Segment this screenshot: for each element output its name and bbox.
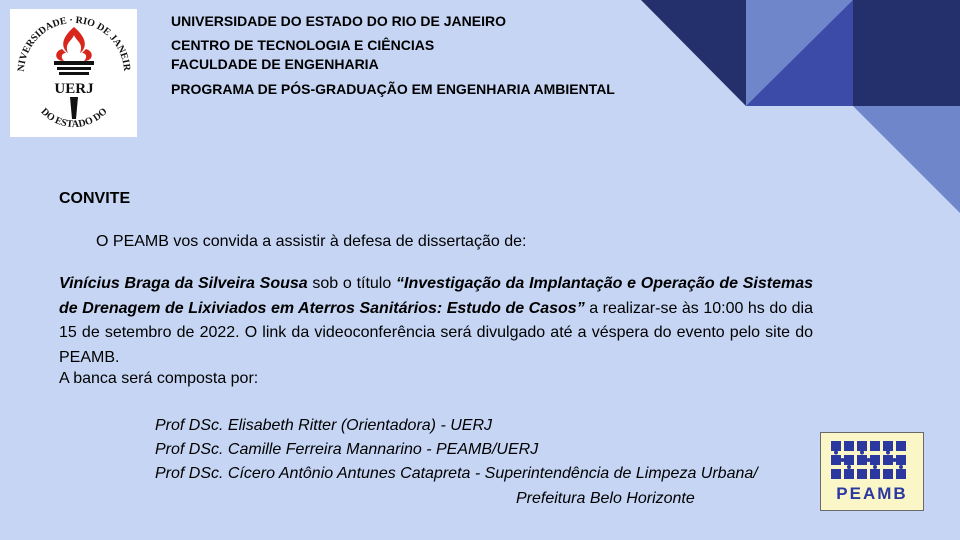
committee-member: Prof DSc. Elisabeth Ritter (Orientadora) - UERJ — [155, 417, 492, 434]
candidate-name: Vinícius Braga da Silveira Sousa — [59, 275, 308, 292]
peamb-puzzle-logo-icon — [821, 433, 923, 510]
thesis-title: “Investigação da Implantação e Operação de Sistemas de Drenagem de Lixiviados em Aterros Sanitários: Estudo de Casos” — [59, 275, 814, 317]
header-faculty: FACULDADE DE ENGENHARIA — [171, 56, 379, 72]
committee-member-continuation: Prefeitura Belo Horizonte — [516, 490, 695, 507]
uerj-logo-text: UERJ — [54, 81, 94, 97]
title-connector: sob o título — [307, 275, 396, 292]
svg-text:DO ESTADO DO: DO ESTADO DO — [38, 106, 110, 131]
invite-intro: O PEAMB vos convida a assistir à defesa de dissertação de: — [96, 233, 527, 250]
peamb-logo — [820, 432, 924, 511]
page-title: CONVITE — [59, 190, 131, 207]
header-center: CENTRO DE TECNOLOGIA E CIÊNCIAS — [171, 37, 435, 53]
committee-member: Prof DSc. Cícero Antônio Antunes Catapreta - Superintendência de Limpeza Urbana/ — [155, 465, 758, 482]
header-program: PROGRAMA DE PÓS-GRADUAÇÃO EM ENGENHARIA AMBIENTAL — [171, 81, 615, 97]
defense-details: a realizar-se às 10:00 hs do dia 15 de setembro de 2022. O link da videoconferência será divulgado até a véspera do evento pelo site do PEAMB. — [59, 299, 814, 366]
header-university: UNIVERSIDADE DO ESTADO DO RIO DE JANEIRO — [171, 13, 507, 29]
peamb-logo-text: PEAMB — [836, 484, 908, 503]
committee-label: A banca será composta por: — [59, 370, 259, 387]
svg-text:UNIVERSIDADE · RIO DE JANEIRO: NIVERSIDADE · RIO DE JANEIR — [15, 14, 133, 73]
invite-paragraph — [59, 272, 813, 370]
committee-member: Prof DSc. Camille Ferreira Mannarino - PEAMB/UERJ — [155, 441, 539, 458]
uerj-torch-seal-icon — [10, 9, 137, 137]
uerj-logo — [10, 9, 137, 137]
